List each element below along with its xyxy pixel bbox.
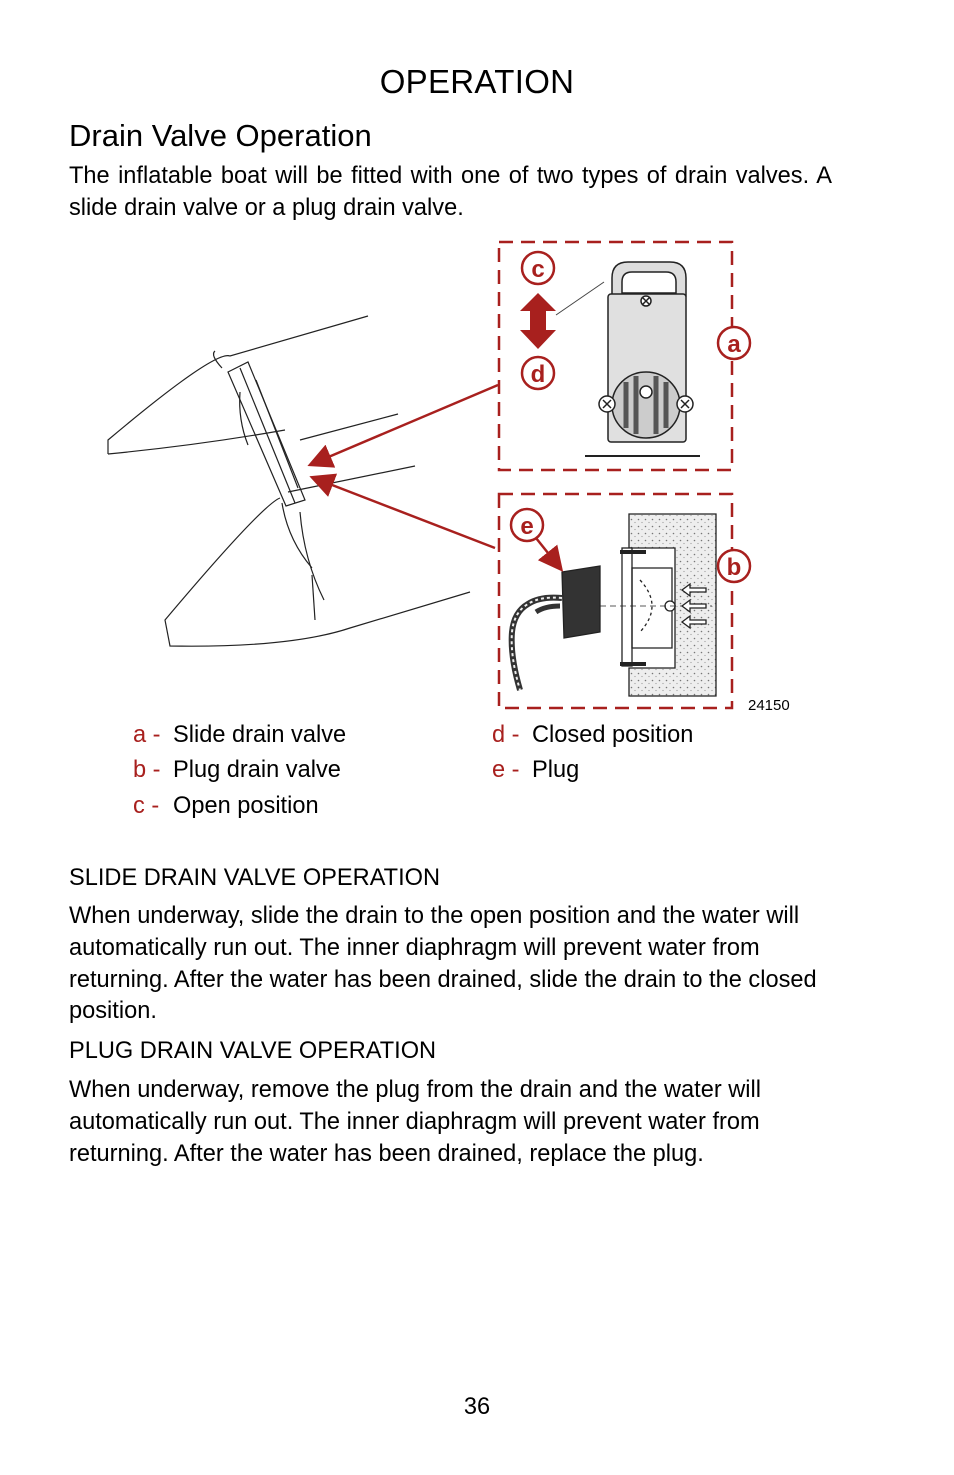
plug-section-body: When underway, remove the plug from the drain and the water will automatically run out. The inner diaphragm will prevent water from returning. After the water has been drained, replace the plug. xyxy=(69,1077,761,1167)
legend-item-b xyxy=(133,755,341,785)
callout-c xyxy=(522,252,554,284)
legend-key: d - xyxy=(492,722,520,748)
open-closed-arrow xyxy=(520,293,556,349)
legend-text: Plug drain valve xyxy=(173,757,341,783)
page-title: Drain Valve Operation xyxy=(69,118,372,153)
callout-b xyxy=(718,550,750,582)
legend-item-c xyxy=(133,791,319,821)
section-header: OPERATION xyxy=(379,63,575,100)
legend-text: Slide drain valve xyxy=(173,722,347,748)
callout-d xyxy=(522,357,554,389)
callout-d-label: d xyxy=(530,361,546,388)
legend-key: e - xyxy=(492,757,520,783)
plug-section-heading: PLUG DRAIN VALVE OPERATION xyxy=(69,1038,437,1064)
boat-tube-outline xyxy=(108,316,470,646)
callout-b-label: b xyxy=(726,554,742,581)
drain-channel xyxy=(228,362,305,506)
slide-section-body: When underway, slide the drain to the open position and the water will automatically run out. The inner diaphragm will prevent water from returning. After the water has been drained, slide the drain to the closed position. xyxy=(69,903,817,1025)
legend-item-a xyxy=(133,720,346,750)
callout-c-label: c xyxy=(531,256,545,283)
pointer-arrow-b xyxy=(314,478,495,548)
legend-item-e xyxy=(492,755,579,785)
callout-a xyxy=(718,327,750,359)
drain-valve-illustration xyxy=(0,230,954,730)
callout-e xyxy=(511,509,543,541)
intro-paragraph: The inflatable boat will be fitted with one of two types of drain valves. A slide drain valve or a plug drain valve. xyxy=(69,163,832,221)
plug-drain-valve-drawing xyxy=(512,514,716,696)
legend-text: Closed position xyxy=(532,722,694,748)
figure-number: 24150 xyxy=(748,697,790,714)
pointer-arrow-a xyxy=(312,385,498,464)
page-number: 36 xyxy=(463,1394,491,1420)
legend-key: c - xyxy=(133,793,160,819)
legend-text: Open position xyxy=(173,793,319,819)
callout-e-label: e xyxy=(520,513,534,540)
callout-a-label: a xyxy=(727,331,741,358)
legend-key: b - xyxy=(133,757,161,783)
legend-item-d xyxy=(492,720,693,750)
legend-key: a - xyxy=(133,722,161,748)
slide-section-heading: SLIDE DRAIN VALVE OPERATION xyxy=(69,865,441,891)
slide-drain-valve-drawing xyxy=(585,262,700,456)
legend-text: Plug xyxy=(532,757,580,783)
